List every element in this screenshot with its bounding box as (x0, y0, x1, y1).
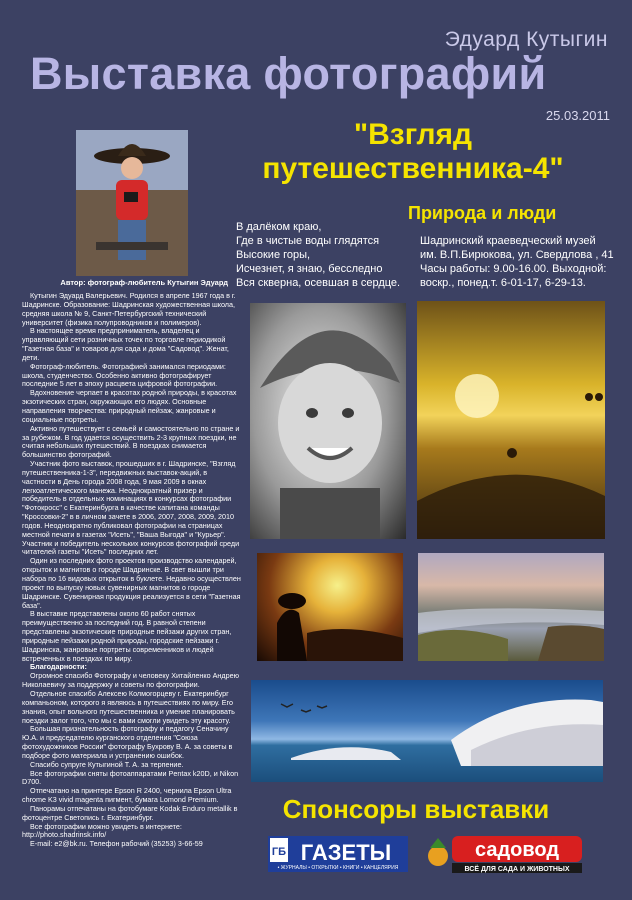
poem-line: Высокие горы, (236, 249, 311, 261)
poem (236, 220, 400, 290)
museum-line: им. В.П.Бирюкова, ул. Свердлова , 41 (420, 249, 614, 261)
bio-paragraph: Все фотографии сняты фотоаппаратами Pentax k20D, и Nikon D700. (22, 768, 239, 787)
photo-river-landscape (418, 553, 604, 661)
exhibition-title: Выставка фотографий (30, 48, 547, 99)
museum-line: Часы работы: 9.00-16.00. Выходной: (420, 263, 607, 275)
sadovod-tagline: ВСЁ ДЛЯ САДА И ЖИВОТНЫХ (464, 866, 570, 873)
sadovod-name: садовод (474, 839, 560, 861)
bio-paragraph: Кутыгин Эдуард Валерьевич. Родился в апреле 1967 года в г. Шадринске. Образование: Шадринская художественная школа, средняя школа № 9, Санкт-Петербургский технический университет (физика полупроводников и полимеров). (22, 291, 236, 327)
bio-paragraph: В выставке представлены около 60 работ снятых преимущественно за последний год. В равной степени представлены экзотические природные пейзажи других стран, природные пейзажи родной природы, городские пейзажи г. Шадринска, жанровые портреты современников и людей встреченных в поездках по миру. (22, 609, 232, 663)
sadovod-logo (426, 834, 586, 874)
poem-line: Где в чистые воды глядятся (236, 235, 380, 247)
bio-paragraph: E-mail: e2@bk.ru. Телефон рабочий (35253) 3-66-59 (30, 839, 203, 849)
gazety-logo (268, 836, 408, 872)
gazety-name: ГАЗЕТЫ (300, 840, 392, 865)
poem-line: В далёком краю, (236, 221, 322, 233)
subtitle-line-1: "Взгляд (353, 118, 473, 151)
museum-line: воскр., понед.т. 6-01-17, 6-29-13. (420, 277, 586, 289)
bio-paragraph: Активно путешествует с семьей и самостоятельно по стране и за рубежом. В год удается осуществить 2-3 крупных поездки, не считая небольших путешествий. В поездках снимается большинство фотографий. (22, 423, 240, 460)
poem-line: Вся скверна, осевшая в сердце. (236, 277, 401, 289)
bio-heading: Благодарности: (30, 662, 87, 672)
bio-paragraph: Вдохновение черпает в красотах родной природы, в красотах экзотических стран, окружающих его людях. Основные направления творчества: природный пейзаж, жанровые и социальные портреты. (22, 388, 237, 424)
bio-paragraph: Спасибо супруге Кутыгиной Т. А. за терпение. (30, 759, 184, 769)
sadovod-mascot-icon (428, 846, 448, 866)
poem-line: Исчезнет, я знаю, бесследно (236, 263, 383, 275)
exhibition-theme: Природа и люди (408, 203, 557, 223)
bio-paragraph: Панорамы отпечатаны на фотобумаге Kodak Enduro metallik в фотоцентре Светопись г. Екатеринбург. (22, 803, 238, 822)
bio-paragraph: Фотограф-любитель. Фотографией занимался периодами: школа, студенчество. Особенно активно фотографирует последние 5 лет в эпоху расцвета цифровой фотографии. (22, 361, 226, 389)
bio-paragraph: Огромное спасибо Фотографу и человеку Хитайленко Андрею Николаевичу за поддержку и советы по фотографии. (22, 671, 239, 690)
bio-paragraph: В настоящее время предприниматель, владелец и управляющий сети розничных точек по торговле периодикой "Газетная база" и товаров для сада и дома "Садовод". Женат, дети. (22, 326, 229, 362)
portrait-caption: Автор: фотограф-любитель Кутыгин Эдуард (60, 278, 228, 287)
sponsors-title: Спонсоры выставки (282, 794, 550, 824)
bio-paragraph: Участник фото выставок, прошедших в г. Шадринске, "Взгляд путешественника-1-3", передвижных выставок-акций, в частности в День города 2008 года, 9 мая 2009 в окнах легкоатлетического манежа. Неоднократный призер и победитель в отдельных номинациях в конкурсах фотографии "Фотокросс" с Екатеринбурга в качестве капитана команды "Кроссовки-2" в в личном зачете в 2006, 2007, 2008, 2009, 2010 годов. Неоднократно публиковал фотографии на страницах местной печати в газетах "Исеть", "Ваша Выгода" и "Курьер". Участник и победитель нескольких конкурсов фотографий среди читателей газеты "Исеть" последних лет. (22, 459, 240, 557)
photo-firefighter (257, 553, 403, 661)
photo-sunset-motocross (417, 301, 605, 539)
museum-info (420, 234, 614, 290)
gazety-tagline: • ЖУРНАЛЫ • ОТКРЫТКИ • КНИГИ • КАНЦЕЛЯРИЯ (277, 865, 399, 871)
photo-sea-panorama (251, 680, 603, 782)
exhibition-subtitle (208, 118, 618, 186)
subtitle-line-2: путешественника-4" (262, 152, 564, 185)
bio-paragraph: Все фотографии можно увидеть в интернете: http://photo.shadrinsk.info/ (22, 821, 182, 840)
photo-child-portrait (250, 303, 406, 539)
bio-paragraph: Отдельное спасибо Алексею Колмогорцеву г. Екатеринбург компаньоном, которого я являюсь в путешествиях по миру. Его знания, опыт вольного путешественника и умение планировать поездки залог того, что мы с вами смогли увидеть эту красоту. (22, 688, 235, 725)
author-name: Эдуард Кутыгин (444, 28, 608, 51)
bio-paragraph: Большая признательность фотографу и педагогу Сеначину Ю.А. и председателю курганского отделения "Союза фотохудожников России" фотографу Бухрову В. А. за советы в подборе фото материала и устранению ошибок. (22, 724, 233, 760)
museum-line: Шадринский краеведческий музей (420, 235, 596, 247)
author-portrait (76, 130, 188, 276)
bio-paragraph: Отпечатано на принтере Epson R 2400, чернила Epson Ultra chrome K3 vivid magenta пигмент, бумага Lomond Premium. (22, 786, 232, 805)
exhibition-date: 25.03.2011 (545, 108, 610, 123)
gazety-mark: ГБ (271, 846, 287, 858)
author-biography (22, 292, 242, 849)
bio-paragraph: Один из последних фото проектов производство календарей, открыток и магнитов о городе Шадринске. В свет вышли три набора по 16 видовых открыток в буклете. Недавно осуществлен проект по выпуску новых сувенирных магнитов о городе Шадринске. Сувенирная продукция реализуется в сети "Газетная база". (22, 556, 241, 610)
